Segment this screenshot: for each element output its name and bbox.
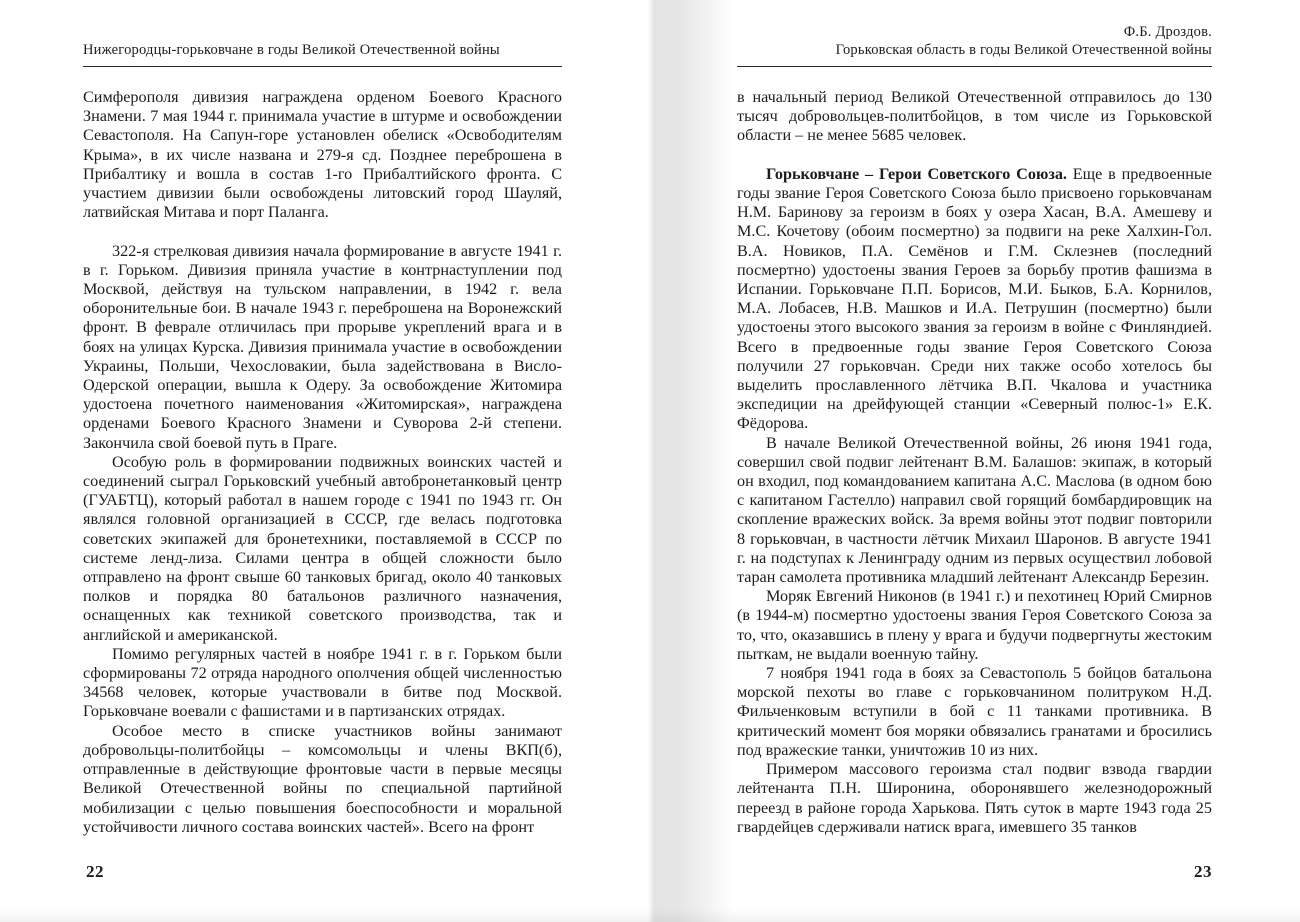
paragraph: Особую роль в формировании подвижных воинских частей и соединений сыграл Горьковский учебный автобронетанковый центр (ГУАБТЦ), который работал в нашем городе с 1941 по 1943 гг. Он являлся головной организацией в СССР, где велась подготовка советских экипажей для бронетехники, поставляемой в СССР по системе ленд-лиза. Силами центра в общей сложности было отправлено на фронт свыше 60 танковых бригад, около 40 танковых полков и порядка 80 батальонов различного назначения, оснащенных как техникой советского производства, так и английской и американской. [83,452,562,644]
right-page-body [737,88,1212,837]
paragraph: 322-я стрелковая дивизия начала формирование в августе 1941 г. в г. Горьком. Дивизия приняла участие в контрнаступлении под Москвой, действуя на тульском направлении, в 1942 г. вела оборонительные бои. В начале 1943 г. переброшена на Воронежский фронт. В феврале отличилась при прорыве укреплений врага и в боях на улицах Курска. Дивизия принимала участие в освобождении Украины, Польши, Чехословакии, была задействована в Висло-Одерской операции, вышла к Одеру. За освобождение Житомира удостоена почетного наименования «Житомирская», награждена орденами Боевого Красного Знамени и Суворова 2-й степени. Закончила свой боевой путь в Праге. [83,241,562,452]
left-page-header [83,0,562,67]
left-page [83,0,562,881]
right-page-number: 23 [1194,862,1212,881]
left-running-title: Нижегородцы-горьковчане в годы Великой Отечественной войны [83,42,500,58]
right-running-title: Горьковская область в годы Великой Отечественной войны [835,42,1212,58]
paragraph: Симферополя дивизия награждена орденом Боевого Красного Знамени. 7 мая 1944 г. принимала участие в штурме и освобождении Севастополя. На Сапун-горе установлен обелиск «Освободителям Крыма», в их числе названа и 279-я сд. Позднее переброшена в Прибалтику и вошла в состав 1-го Прибалтийского фронта. С участием дивизии были освобождены литовский город Шауляй, латвийская Митава и порт Паланга. [83,88,562,222]
paragraph: Моряк Евгений Никонов (в 1941 г.) и пехотинец Юрий Смирнов (в 1944-м) посмертно удостоены звания Героя Советского Союза за то, что, оказавшись в плену у врага и будучи подвергнуты жестоким пыткам, не выдали военную тайну. [737,587,1212,663]
right-running-author: Ф.Б. Дроздов. [1123,24,1212,40]
paragraph: Помимо регулярных частей в ноябре 1941 г. в г. Горьком были сформированы 72 отряда народного ополчения общей численностью 34568 человек, которые участвовали в битве под Москвой. Горьковчане воевали с фашистами и в партизанских отрядах. [83,644,562,721]
book-gutter-shadow [648,0,732,922]
paragraph: В начале Великой Отечественной войны, 26 июня 1941 года, совершил свой подвиг лейтенант В.М. Балашов: экипаж, в который он входил, под командованием капитана А.С. Маслова (в одном бою с капитаном Гастелло) направил свой горящий бомбардировщик на скопление вражеских войск. За время войны этот подвиг повторили 8 горьковчан, в частности лётчик Михаил Шаронов. В августе 1941 г. на подступах к Ленинграду одним из первых осуществил лобовой таран самолета противника младший лейтенант Александр Березин. [737,433,1212,587]
paragraph-lead-bold: Горьковчане – Герои Советского Союза. [766,164,1073,183]
paragraph: 7 ноября 1941 года в боях за Севастополь 5 бойцов батальона морской пехоты во главе с горьковчанином политруком Н.Д. Фильченковым вступили в бой с 11 танками противника. В критический момент боя моряки обвязались гранатами и бросились под вражеские танки, уничтожив 10 из них. [737,664,1212,759]
paragraph: в начальный период Великой Отечественной отправилось до 130 тысяч добровольцев-политбойцов, в том числе из Горьковской области – не менее 5685 человек. [737,88,1212,145]
paragraph: Особое место в списке участников войны занимают добровольцы-политбойцы – комсомольцы и члены ВКП(б), отправленные в действующие фронтовые части в первые месяцы Великой Отечественной войны по специальной партийной мобилизации с целью повышения боеспособности и моральной устойчивости личного состава воинских частей». Всего на фронт [83,721,562,836]
left-page-body [83,88,562,837]
page-bottom-shadow [0,908,1300,922]
paragraph: Примером массового героизма стал подвиг взвода гвардии лейтенанта П.Н. Широнина, оборонявшего железнодорожный переезд в районе города Харькова. Пять суток в марте 1943 года 25 гвардейцев сдерживали натиск врага, имевшего 35 танков [737,760,1212,836]
right-page [737,0,1212,881]
paragraph: Горьковчане – Герои Советского Союза. Еще в предвоенные годы звание Героя Советского Союза было присвоено горьковчанам Н.М. Баринову за героизм в боях у озера Хасан, В.А. Амешеву и М.С. Кочетову (обоим посмертно) за подвиги на реке Халхин-Гол. В.А. Новиков, П.А. Семёнов и Г.М. Склезнев (последний посмертно) удостоены звания Героев за борьбу против фашизма в Испании. Горьковчане П.П. Борисов, М.И. Быков, Б.А. Корнилов, М.А. Лобасев, Н.В. Машков и И.А. Петрушин (посмертно) были удостоены этого высокого звания за героизм в войне с Финляндией. Всего в предвоенные годы звание Героя Советского Союза получили 27 горьковчан. Среди них также особо хотелось бы выделить прославленного лётчика В.П. Чкалова и участника экспедиции на дрейфующей станции «Северный полюс-1» Е.К. Фёдорова. [737,164,1212,433]
left-page-number: 22 [86,862,104,881]
right-page-header [737,0,1212,67]
